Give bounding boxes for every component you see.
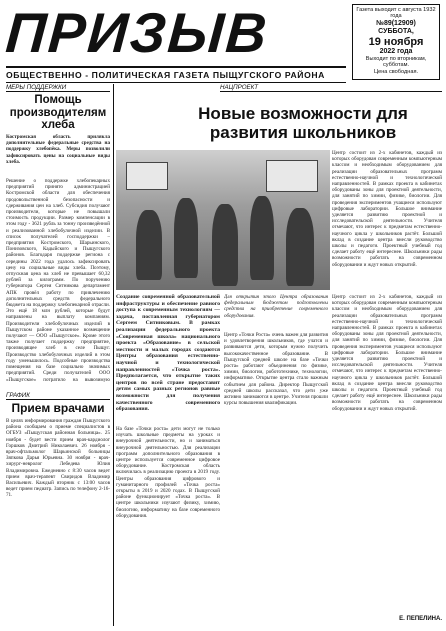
issue-info-box [352, 4, 440, 80]
left-article-headline: Помощь производителям хлеба [9, 94, 107, 131]
main-article-rubric: НАЦПРОЕКТ [220, 84, 442, 92]
classroom-photo [116, 150, 330, 290]
article-signature: Е. ПЕПЕЛИНА. [399, 616, 442, 622]
issue-year: 2022 года [379, 47, 413, 55]
issue-date: 19 ноября [368, 35, 424, 48]
issue-schedule: Выходит по вторникам, субботам. [365, 55, 427, 69]
newspaper-title: ПРИЗЫВ [3, 1, 271, 64]
issue-number: №89(12909) [376, 19, 416, 27]
main-article-body-col2: Центр «Точки Роста» очень важен для развития и удовлетворения школьников, где учатся и развиваются дети, которым нужно получить высококачественное образование. В Пыщугской средней школе на базе «Точки роста» работают объединения по физике, химии, биологии, робототехнике, технологии, информатике. Открытие центра стало важным событием для района. Директор Пыщугской средней школы рассказал, что дети уже активно занимаются в центре. Учителя прошли курсы повышения квалификации. [224, 332, 328, 407]
founded-line: Газета выходит с августа 1932 года [356, 7, 436, 20]
schedule-rubric: ГРАФИК [6, 392, 110, 400]
left-article-body: Решение о поддержке хлебопекарных предприятий принято администрацией Костромской области для обеспечения продовольственной безопасности и сдерживания цен на хлеб. Субсидия получают производители, которые не повышали стоимость продукции. Размер компенсации в этом году - 3621 рубль за тонну произведённой и реализованной хлебобулочной изделии. В список получателей господдержки – предприятия Костромского, Шарьинского, Понизовского, Кадыйского и Пыщугского районов. Благодаря поддержке региона с середины 2022 года удалось зафиксировать цену на социальные виды хлеба. Поэтому, отпускная цена на хлеб не превышает 60,32 рублей за килограмм. По поручению губернатора Сергея Ситникова департамент АПК провёл работу по привлечению дополнительных средств федерального бюджета на поддержку хлебопекарной отрасли. Это ещё 18 млн рублей, которые будут направлены на выплату компаниям. Производители хлебобулочных изделий в Пыщугском районе указанное возмещение получают — ООО «Пыщугское». Кроме этого также получает поддержку предприятие, производящее хлеб в селе Пыщуг. Производство хлебобулочных изделий в этом году уменьшилось. Подсобные производства помещения на базе социально значимых предприятий. Среди получателей ООО «Пыщугское» потратило на вывозимую [6, 178, 110, 382]
photo-caption: Для открытия этого Центра образования федеральным бюджетом подготовлены средства на приобретение современного оборудования. [224, 294, 328, 319]
main-article-lead: Создание современной образовательной инфраструктуры и обеспечение равного доступа к современным технологиям — задача, поставленная губернатором Сергеем Ситниковым. В рамках реализации федерального проекта «Современная школа» национального проекта «Образование» в сельской местности и малых городах создаются Центры образования естественно-научной и технологической направленностей «Точка роста». Предполагается, что открытие таких центров по всей стране предоставит детям самых разных регионов равные возможности для получения качественного современного образования. [116, 294, 220, 413]
main-article-body-col3-cont: Центр состоит из 2-х кабинетов, каждый из которых оборудован современным компьютерным классом и необходимым оборудованием для реализации образовательных программ естественно-научной и технологической направленностей. В рамках проекта в кабинетах оборудованы зоны для проектной деятельности, для занятий по химии, физике, биологии. Для проведения экспериментов учащиеся используют цифровые лаборатории. Большое внимание уделяется развитию проектной и исследовательской деятельности. Учителя отмечают, что интерес к предметам естественно-научного цикла у школьников растёт. Большой вклад в создание центра внесли руководство школы и педагоги. Проектный учебный год сделает работу ещё интереснее. Школьники рады возможности работать на современном оборудовании и ждут новых открытий. [332, 294, 442, 412]
main-article-headline: Новые возможности для развития школьников [198, 104, 408, 142]
issue-price: Цена свободная. [373, 68, 419, 75]
left-article-lead: Костромская область прилякла дополнительные федеральные средства на поддержку хлебопёка. Меры позволили зафиксировать цены на социальные виды хлеба. [6, 134, 110, 165]
schedule-body: В целях информирования граждан Пыщугского района сообщаем о приеме специалистов в ОГБУЗ «Пыщугская районная больница». 25 ноября - будет вести прием врач-кардиолог Горшков Дмитрий Николаевич. 26 ноября - врач-офтальмолог Шарьинской больницы Зяпкова Дарья Юрьевна. 30 ноября - врач-хирург-невролог Лебедева Юлия Владимировна. Ежедневно с 8:30 часов ведет прием врач-терапевт Свиридов Владимир Васильевич. Каждый вторник с 13:00 часов ведет прием педиатр. Запись по телефону 2-16-71. [6, 418, 110, 499]
main-article-body-col3: Центр состоит из 2-х кабинетов, каждый из которых оборудован современным компьютерным классом и необходимым оборудованием для реализации образовательных программ естественно-научной и технологической направленностей. В рамках проекта в кабинетах оборудованы зоны для проектной деятельности, для занятий по химии, физике, биологии. Для проведения экспериментов учащиеся используют цифровые лаборатории. Большое внимание уделяется развитию проектной и исследовательской деятельности. Учителя отмечают, что интерес к предметам естественно-научного цикла у школьников растёт. Большой вклад в создание центра внесли руководство школы и педагоги. Проектный учебный год сделает работу ещё интереснее. Школьники рады возможности работать на современном оборудовании и ждут новых открытий. [332, 150, 442, 268]
column-divider [113, 84, 114, 626]
left-article-rubric: МЕРЫ ПОДДЕРЖКИ [6, 84, 110, 92]
newspaper-subtitle: ОБЩЕСТВЕННО - ПОЛИТИЧЕСКАЯ ГАЗЕТА ПЫЩУГСКОГО РАЙОНА [6, 66, 346, 83]
schedule-headline: Прием врачами [11, 401, 105, 415]
issue-weekday: СУББОТА, [378, 27, 414, 35]
main-article-body-col1: На базе «Точки роста» дети могут не только изучать школьные предметы на уроках и внеурочной деятельности, но и заниматься внеурочной деятельностью. Для реализации программ дополнительного образования в центре используется современное цифровое оборудование. Костромская область включилась в реализацию проекта в 2019 году. Центры образования цифрового и гуманитарного профилей «Точка роста» открыты в 2019 и 2020 годах. В Пыщугской районе функционирует «Точка роста». В центре школьники изучают физику, химию, биологию, информатику на базе современного оборудования. [116, 426, 220, 519]
